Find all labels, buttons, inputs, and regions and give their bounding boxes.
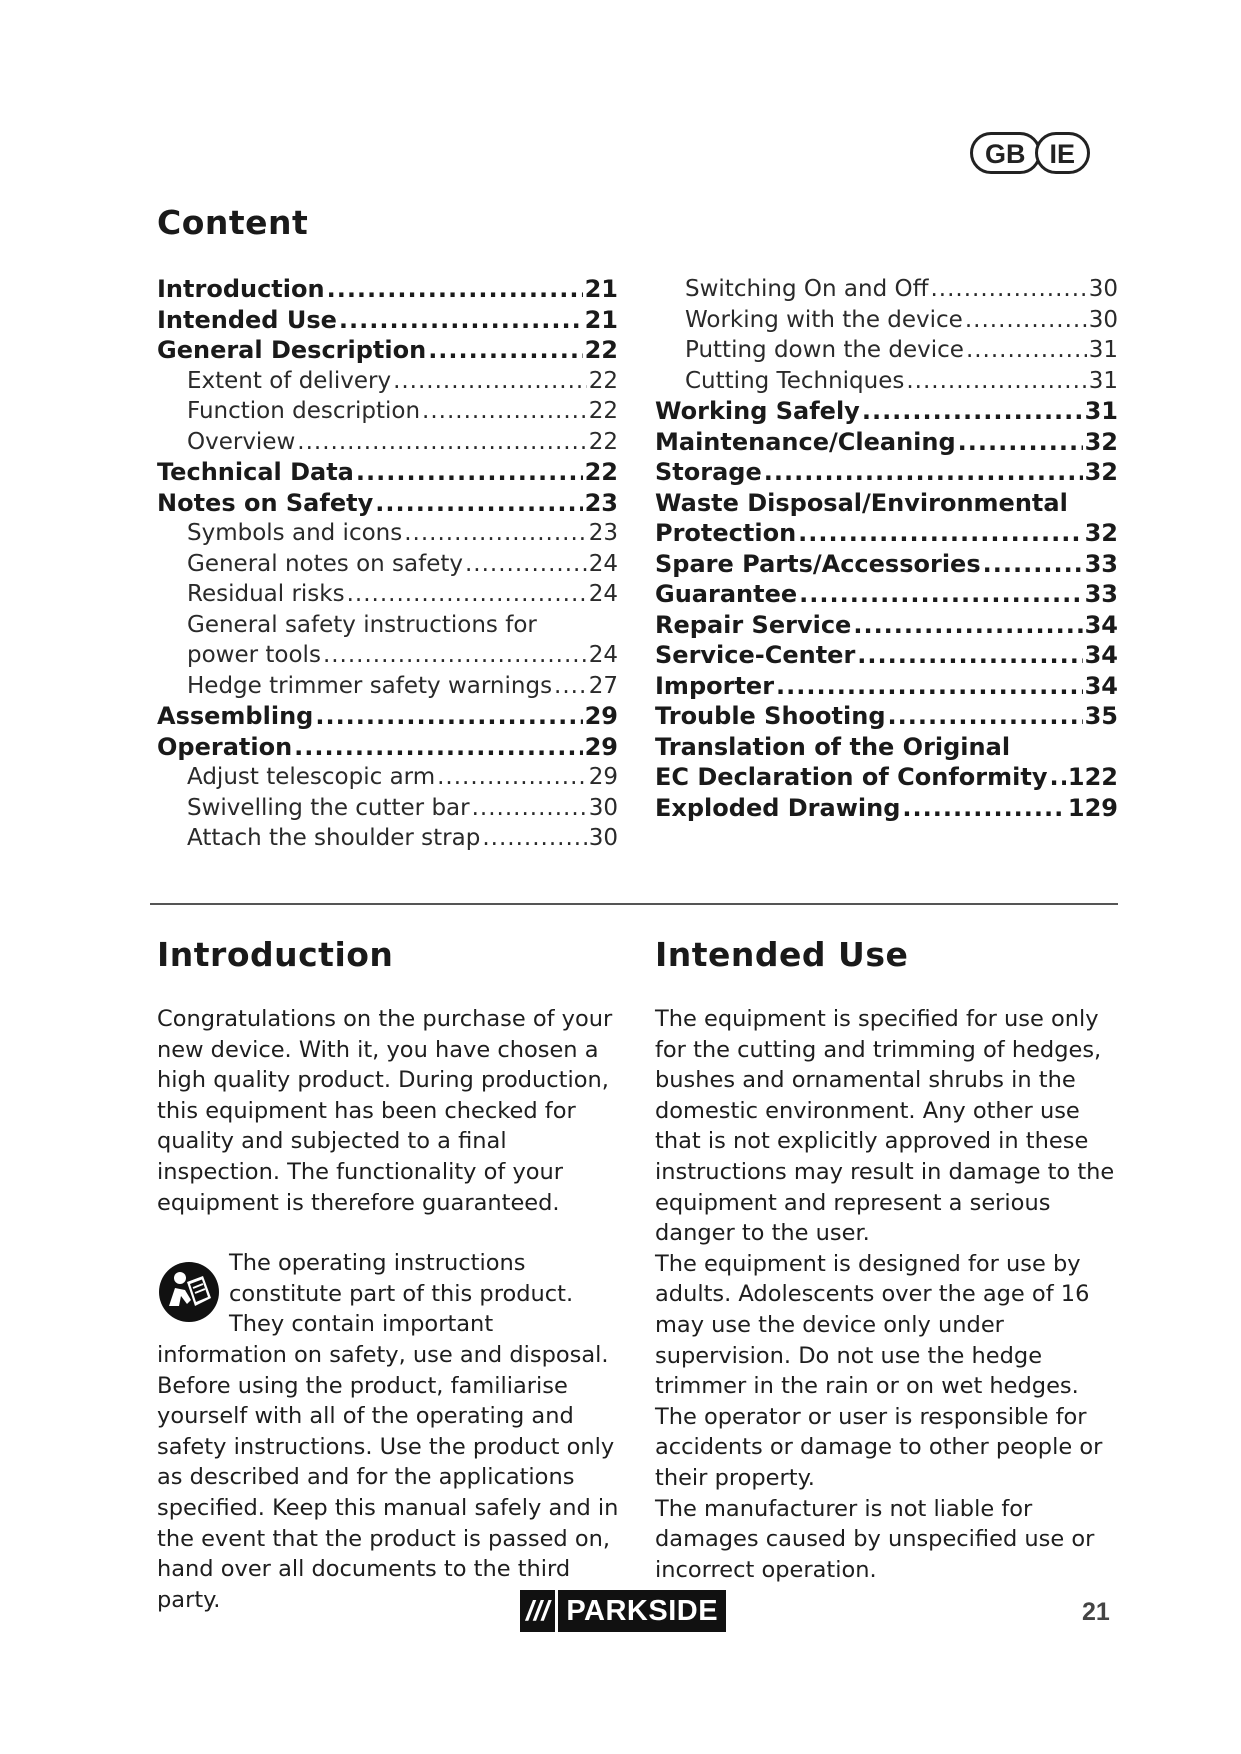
- toc-entry-title: Working with the device: [685, 306, 963, 333]
- logo-slashes: ///: [520, 1590, 555, 1632]
- toc-entry-title: Technical Data: [157, 458, 354, 486]
- toc-entry-page: 29: [584, 732, 618, 761]
- toc-entry: [157, 457, 618, 488]
- toc-entry: [157, 549, 618, 580]
- toc-entry-title: Working Safely: [655, 397, 860, 425]
- toc-entry: [157, 518, 618, 549]
- toc-entry: [157, 732, 618, 763]
- toc-leader-dots: [347, 579, 587, 610]
- toc-entry: [157, 366, 618, 397]
- intended-use-paragraph: The equipment is specified for use only for the cutting and trimming of hedges, bushes and ornamental shrubs in the domestic environment. Any other use that is not explicitly approved in these instructions may result in damage to the equipment and represent a serious danger to the user.: [655, 1006, 1115, 1247]
- toc-entry-page: 23: [588, 520, 618, 546]
- toc-entry-page: 24: [588, 581, 618, 607]
- toc-entry-title: General notes on safety: [187, 550, 463, 577]
- toc-entry-page: 22: [584, 458, 618, 486]
- toc-leader-dots: [339, 305, 583, 336]
- toc-entry-title: Hedge trimmer safety warnings: [187, 672, 553, 699]
- country-badge-gb: GB: [970, 132, 1041, 174]
- toc-entry-page: 23: [584, 488, 618, 517]
- toc-entry: [655, 640, 1118, 671]
- toc-entry: [655, 366, 1118, 397]
- toc-entry: [157, 305, 618, 336]
- toc-entry-title: Maintenance/Cleaning: [655, 427, 956, 456]
- parkside-logo: [520, 1590, 726, 1632]
- toc-entry: [655, 335, 1118, 366]
- toc-entry-title: Protection: [655, 519, 797, 547]
- toc-entry-page: 29: [588, 764, 618, 790]
- toc-entry-title: Introduction: [157, 275, 325, 303]
- toc-entry-title: EC Declaration of Conformity: [655, 763, 1048, 791]
- toc-leader-dots: [888, 701, 1083, 732]
- toc-entry-page: 30: [1088, 306, 1118, 333]
- page-number: 21: [1082, 1598, 1110, 1626]
- toc-entry-page: 22: [588, 367, 618, 394]
- toc-entry: [655, 549, 1118, 580]
- introduction-body: [157, 1004, 627, 1615]
- toc-entry-title: Switching On and Off: [685, 276, 929, 302]
- toc-entry: [655, 701, 1118, 732]
- toc-entry: [157, 427, 618, 458]
- toc-entry-page: 21: [584, 305, 618, 334]
- toc-entry: [655, 396, 1118, 427]
- toc-entry-page: 32: [1084, 427, 1118, 456]
- toc-leader-dots: [315, 701, 582, 732]
- toc-entry-page: 31: [1084, 397, 1118, 425]
- toc-leader-dots: [356, 457, 583, 488]
- toc-entry-page: 30: [1088, 276, 1118, 302]
- toc-entry-page: 31: [1088, 367, 1118, 394]
- toc-entry-page: 21: [584, 275, 618, 303]
- toc-entry: [157, 793, 618, 824]
- toc-leader-dots: [1049, 762, 1065, 793]
- toc-entry-title: Importer: [655, 671, 775, 700]
- toc-entry-page: 24: [588, 642, 618, 668]
- toc-entry-title: Translation of the Original: [655, 732, 1011, 761]
- toc-entry-page: 129: [1067, 793, 1118, 822]
- toc-entry-title: Storage: [655, 458, 762, 486]
- toc-entry-title: Spare Parts/Accessories: [655, 549, 981, 578]
- toc-entry-title: Overview: [187, 428, 296, 455]
- toc-entry-page: 27: [588, 672, 618, 699]
- toc-leader-dots: [958, 427, 1083, 458]
- toc-entry: [157, 274, 618, 305]
- toc-leader-dots: [554, 671, 587, 702]
- introduction-heading: Introduction: [157, 935, 394, 974]
- toc-entry: [157, 579, 618, 610]
- toc-leader-dots: [323, 640, 587, 671]
- toc-entry-title: Adjust telescopic arm: [187, 764, 436, 790]
- toc-left-column: [157, 274, 618, 854]
- toc-leader-dots: [465, 549, 587, 580]
- toc-entry-title: Guarantee: [655, 580, 798, 608]
- toc-leader-dots: [902, 793, 1066, 824]
- toc-entry-page: 22: [588, 428, 618, 455]
- intended-use-heading: Intended Use: [655, 935, 909, 974]
- toc-leader-dots: [857, 640, 1082, 671]
- toc-entry: [655, 427, 1118, 458]
- toc-entry-page: 32: [1084, 519, 1118, 547]
- toc-leader-dots: [776, 671, 1083, 702]
- toc-entry-page: 34: [1084, 610, 1118, 639]
- introduction-paragraph-2: Before using the product, familiarise yourself with all of the operating and safety instructions. Use the product only as described and for the applications specified. Keep this manual safely and in the event that the product is passed on, hand over all documents to the third party.: [157, 1372, 619, 1613]
- toc-entry-title: Function description: [187, 398, 421, 424]
- toc-entry-title: General Description: [157, 336, 427, 364]
- toc-leader-dots: [327, 274, 583, 305]
- toc-entry-title: Waste Disposal/Environmental: [655, 488, 1068, 517]
- toc-leader-dots: [437, 762, 587, 793]
- toc-entry-page: 33: [1084, 549, 1118, 578]
- toc-entry: [157, 762, 618, 793]
- toc-leader-dots: [428, 335, 582, 366]
- toc-entry: [655, 671, 1118, 702]
- toc-entry-title: Assembling: [157, 702, 314, 730]
- toc-entry: [157, 701, 618, 732]
- toc-entry-title: Trouble Shooting: [655, 702, 886, 730]
- toc-entry-title: Repair Service: [655, 610, 852, 639]
- toc-entry: [655, 762, 1118, 793]
- toc-entry-page: 30: [588, 825, 618, 851]
- toc-leader-dots: [983, 549, 1083, 580]
- toc-entry-page: 22: [584, 336, 618, 364]
- toc-entry-title: Symbols and icons: [187, 520, 403, 546]
- manual-note: [157, 1248, 627, 1370]
- toc-entry-title: Operation: [157, 732, 293, 761]
- toc-entry-title: Swivelling the cutter bar: [187, 794, 470, 821]
- toc-entry: [655, 732, 1118, 763]
- introduction-paragraph: Congratulations on the purchase of your new device. With it, you have chosen a high quality product. During production, this equipment has been checked for quality and subjected to a final inspection. The functionality of your equipment is therefore guaranteed.: [157, 1006, 613, 1216]
- toc-entry-title: Extent of delivery: [187, 367, 392, 394]
- toc-leader-dots: [472, 793, 587, 824]
- toc-entry: [157, 488, 618, 519]
- toc-leader-dots: [375, 488, 582, 519]
- toc-leader-dots: [966, 335, 1087, 366]
- toc-entry-page: 122: [1067, 763, 1118, 791]
- section-divider: [150, 903, 1118, 905]
- toc-entry-title: Attach the shoulder strap: [187, 825, 481, 851]
- toc-leader-dots: [482, 823, 586, 854]
- content-heading: Content: [157, 203, 309, 242]
- toc-leader-dots: [393, 366, 587, 397]
- toc-entry-title: Cutting Techniques: [685, 367, 905, 394]
- toc-entry: [655, 274, 1118, 305]
- toc-leader-dots: [422, 396, 587, 427]
- toc-leader-dots: [294, 732, 582, 763]
- toc-entry: [655, 518, 1118, 549]
- toc-leader-dots: [764, 457, 1083, 488]
- intended-use-body: [655, 1004, 1120, 1585]
- logo-wordmark: PARKSIDE: [558, 1590, 726, 1632]
- toc-entry: [655, 579, 1118, 610]
- toc-entry: [655, 457, 1118, 488]
- toc-entry: [655, 610, 1118, 641]
- toc-entry-page: 34: [1084, 671, 1118, 700]
- toc-entry: [157, 335, 618, 366]
- toc-entry-title: Residual risks: [187, 581, 345, 607]
- toc-entry-page: 31: [1088, 337, 1118, 363]
- toc-entry-title: Exploded Drawing: [655, 793, 901, 822]
- toc-leader-dots: [862, 396, 1083, 427]
- toc-leader-dots: [930, 274, 1086, 305]
- toc-entry: [157, 396, 618, 427]
- country-badge-ie: IE: [1035, 132, 1091, 174]
- toc-entry-page: 22: [588, 398, 618, 424]
- toc-entry-page: 24: [588, 550, 618, 577]
- toc-entry: [157, 823, 618, 854]
- toc-entry-page: 33: [1084, 580, 1118, 608]
- toc-entry-title: General safety instructions for: [187, 611, 537, 638]
- toc-entry: [157, 671, 618, 702]
- intended-use-paragraph-2: The equipment is designed for use by adults. Adolescents over the age of 16 may use the device only under supervision. Do not use the hedge trimmer in the rain or on wet hedges. The operator or user is responsible for accidents or damage to other people or their property.: [655, 1250, 1103, 1491]
- toc-leader-dots: [799, 579, 1082, 610]
- toc-leader-dots: [297, 427, 586, 458]
- toc-entry-title: Notes on Safety: [157, 488, 374, 517]
- toc-entry-page: 32: [1084, 458, 1118, 486]
- read-manual-icon: [157, 1260, 221, 1324]
- toc-right-column: [655, 274, 1118, 823]
- toc-leader-dots: [965, 305, 1087, 336]
- toc-leader-dots: [853, 610, 1082, 641]
- manual-note-text: The operating instructions constitute part of this product. They contain important information on safety, use and disposal.: [157, 1250, 609, 1368]
- toc-entry: [655, 488, 1118, 519]
- toc-leader-dots: [798, 518, 1082, 549]
- toc-entry-title: Putting down the device: [685, 337, 964, 363]
- toc-entry-page: 29: [584, 702, 618, 730]
- toc-entry-title: power tools: [187, 642, 321, 668]
- toc-entry-page: 30: [588, 794, 618, 821]
- toc-leader-dots: [404, 518, 586, 549]
- toc-entry-page: 35: [1084, 702, 1118, 730]
- country-badges: [970, 130, 1090, 176]
- toc-entry: [655, 793, 1118, 824]
- toc-entry: [157, 610, 618, 641]
- toc-entry-title: Intended Use: [157, 305, 337, 334]
- toc-leader-dots: [906, 366, 1086, 397]
- toc-entry: [655, 305, 1118, 336]
- intended-use-paragraph-3: The manufacturer is not liable for damages caused by unspecified use or incorrect operation.: [655, 1495, 1095, 1583]
- toc-entry: [157, 640, 618, 671]
- toc-entry-title: Service-Center: [655, 641, 856, 669]
- toc-entry-page: 34: [1084, 641, 1118, 669]
